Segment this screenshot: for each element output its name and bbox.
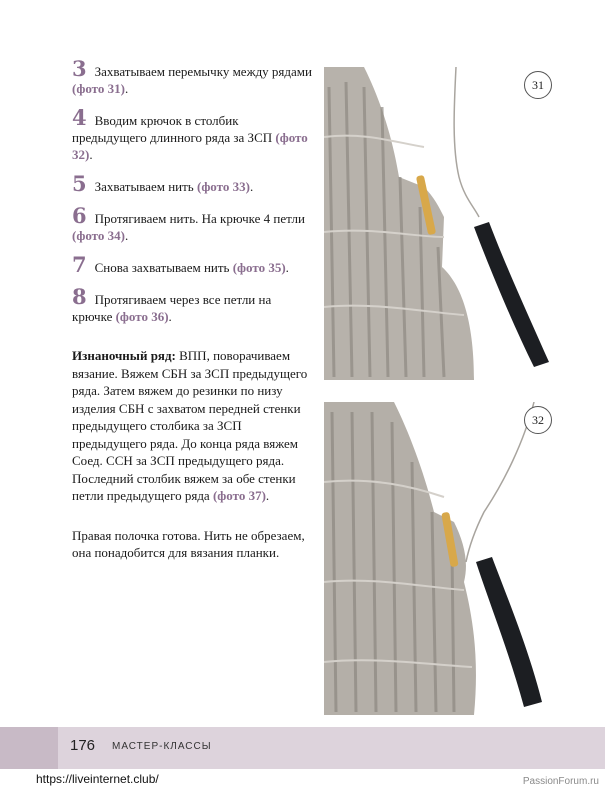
punct: . [124, 228, 129, 243]
punct: . [124, 81, 129, 96]
photo-ref: (фото 36) [115, 309, 169, 324]
knitting-photo-illustration [324, 67, 559, 380]
photo-ref: (фото 31) [72, 81, 125, 96]
step-7 [72, 252, 312, 277]
step-number: 3 [72, 56, 87, 81]
photo-ref: (фото 34) [72, 228, 125, 243]
step-6 [72, 203, 312, 244]
photo-ref: (фото 35) [232, 260, 286, 275]
page-number: 176 [70, 737, 96, 754]
photo-31 [324, 67, 559, 380]
punct: . [249, 179, 254, 194]
punct: . [265, 488, 270, 503]
instructions-column [72, 56, 312, 562]
photo-ref: (фото 37) [212, 488, 266, 503]
step-3 [72, 56, 312, 97]
step-number: 7 [72, 252, 87, 277]
photo-number-badge: 32 [524, 406, 552, 434]
punct: . [285, 260, 289, 275]
step-5 [72, 171, 312, 196]
watermark: PassionForum.ru [522, 776, 599, 787]
closing-paragraph: Правая полочка готова. Нить не обрезаем, она понадобится для вязания планки. [72, 527, 305, 560]
step-number: 4 [72, 105, 87, 130]
photo-32 [324, 402, 559, 715]
purl-row-label: Изнаночный ряд: [72, 348, 176, 363]
photo-ref: (фото 33) [196, 179, 250, 194]
purl-row-paragraph [72, 347, 312, 505]
step-number: 8 [72, 284, 87, 309]
punct: . [168, 309, 172, 324]
step-number: 5 [72, 171, 87, 196]
step-text: Снова захватываем нить [94, 260, 230, 275]
knitting-photo-illustration [324, 402, 559, 715]
step-text: Захватываем нить [94, 179, 194, 194]
step-8 [72, 284, 312, 325]
step-text: Вводим крючок в столбик предыдущего длинного ряда за ЗСП [72, 113, 273, 145]
step-text: Захватываем перемычку между рядами [94, 64, 312, 79]
step-text: Протягиваем нить. На крючке 4 петли [94, 211, 305, 226]
punct: . [89, 147, 93, 162]
photo-ref: (фото 32) [72, 130, 308, 162]
step-4 [72, 105, 312, 163]
photo-number-badge: 31 [524, 71, 552, 99]
purl-row-text: ВПП, поворачиваем вязание. Вяжем СБН за ЗСП предыдущего ряда. Затем вяжем до резинки по низу изделия СБН с захватом передней стенки предыдущего столбика за ЗСП предыдущего ряда. До конца ряда вяжем Соед. ССН за ЗСП предыдущего ряда. Последний столбик вяжем за обе стенки петли предыдущего ряда [72, 348, 308, 503]
step-number: 6 [72, 203, 87, 228]
footer-band-accent [0, 727, 58, 769]
source-url-link[interactable]: https://liveinternet.club/ [36, 772, 159, 786]
section-title: МАСТЕР-КЛАССЫ [112, 741, 212, 752]
step-text: Протягиваем через все петли на крючке [72, 292, 272, 324]
